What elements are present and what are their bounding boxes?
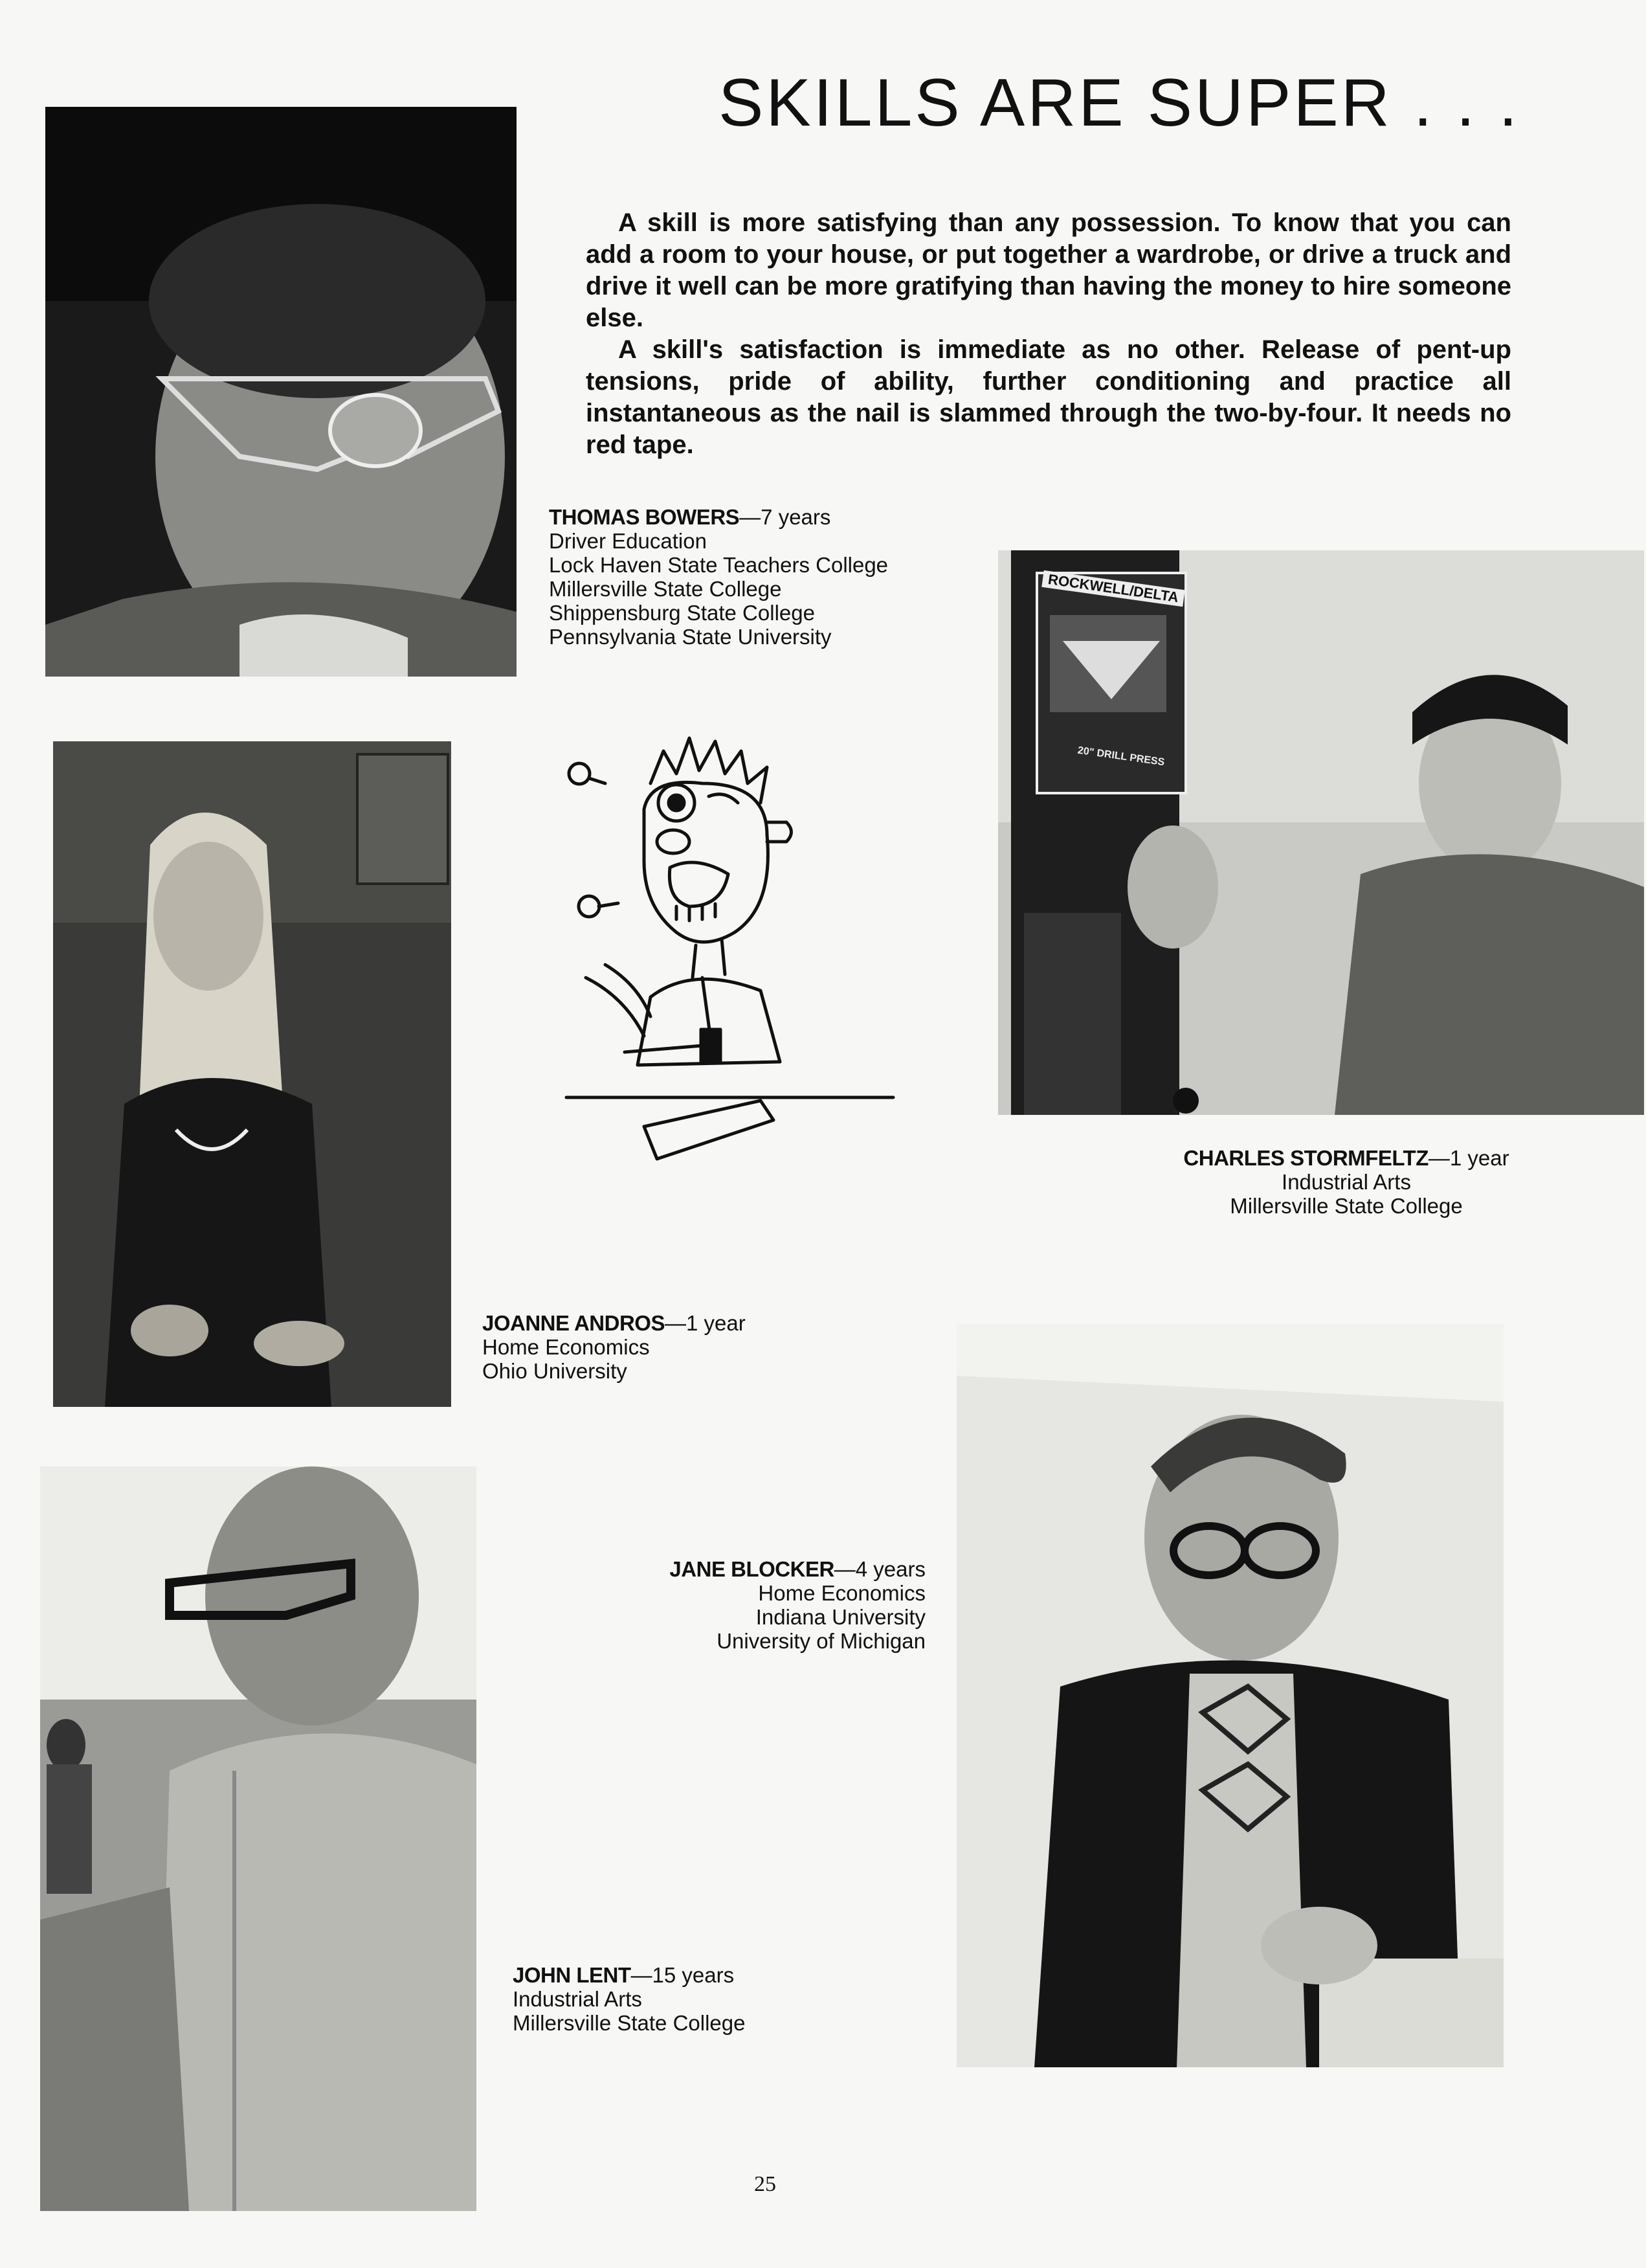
faculty-detail: Millersville State College <box>549 577 782 601</box>
caption-charles-stormfeltz <box>1139 1146 1553 1218</box>
faculty-detail: University of Michigan <box>717 1629 926 1653</box>
caption-joanne-andros <box>482 1311 746 1383</box>
photo-john-lent <box>40 1466 476 2211</box>
faculty-name: THOMAS BOWERS <box>549 505 740 529</box>
faculty-detail: Millersville State College <box>1230 1194 1463 1218</box>
photo-thomas-bowers <box>45 107 517 677</box>
faculty-detail: Lock Haven State Teachers College <box>549 553 889 577</box>
faculty-tenure: —4 years <box>834 1557 926 1581</box>
faculty-detail: Driver Education <box>549 529 707 553</box>
cartoon-worker-illustration <box>553 712 903 1165</box>
intro-paragraph-1: A skill is more satisfying than any possession. To know that you can add a room to your house, or put together a wardrobe, or drive a truck and drive it well can be more gratifying than having the money to hire someone else. <box>586 208 1511 332</box>
faculty-detail: Pennsylvania State University <box>549 625 832 649</box>
intro-text <box>586 207 1511 461</box>
faculty-detail: Ohio University <box>482 1359 627 1383</box>
photo-charles-stormfeltz <box>998 550 1644 1115</box>
drill-press-model-label: 20" DRILL PRESS <box>1076 745 1166 769</box>
drill-press-brand-label: ROCKWELL/DELTA <box>1041 570 1184 607</box>
faculty-detail: Indiana University <box>755 1605 926 1629</box>
photo-joanne-andros <box>53 741 451 1407</box>
page-number: 25 <box>754 2172 776 2196</box>
caption-thomas-bowers <box>549 505 888 649</box>
faculty-name: JOHN LENT <box>513 1963 631 1987</box>
page-title: SKILLS ARE SUPER . . . <box>718 65 1520 140</box>
faculty-tenure: —1 year <box>664 1311 746 1335</box>
photo-jane-blocker <box>957 1324 1504 2067</box>
faculty-detail: Shippensburg State College <box>549 601 815 625</box>
faculty-detail: Millersville State College <box>513 2011 746 2035</box>
caption-john-lent <box>513 1963 745 2035</box>
faculty-name: JANE BLOCKER <box>669 1557 834 1581</box>
faculty-tenure: —1 year <box>1428 1146 1509 1170</box>
faculty-tenure: —15 years <box>630 1963 735 1987</box>
faculty-detail: Industrial Arts <box>1282 1170 1411 1194</box>
faculty-name: JOANNE ANDROS <box>482 1311 665 1335</box>
faculty-detail: Industrial Arts <box>513 1987 642 2011</box>
faculty-detail: Home Economics <box>482 1335 650 1359</box>
intro-paragraph-2: A skill's satisfaction is immediate as no other. Release of pent-up tensions, pride of ability, further conditioning and practice all instantaneous as the nail is slammed through the two-by-four. It needs no red tape. <box>586 335 1511 459</box>
faculty-tenure: —7 years <box>739 505 831 529</box>
faculty-name: CHARLES STORMFELTZ <box>1183 1146 1429 1170</box>
faculty-detail: Home Economics <box>758 1581 926 1605</box>
caption-jane-blocker <box>583 1557 926 1653</box>
